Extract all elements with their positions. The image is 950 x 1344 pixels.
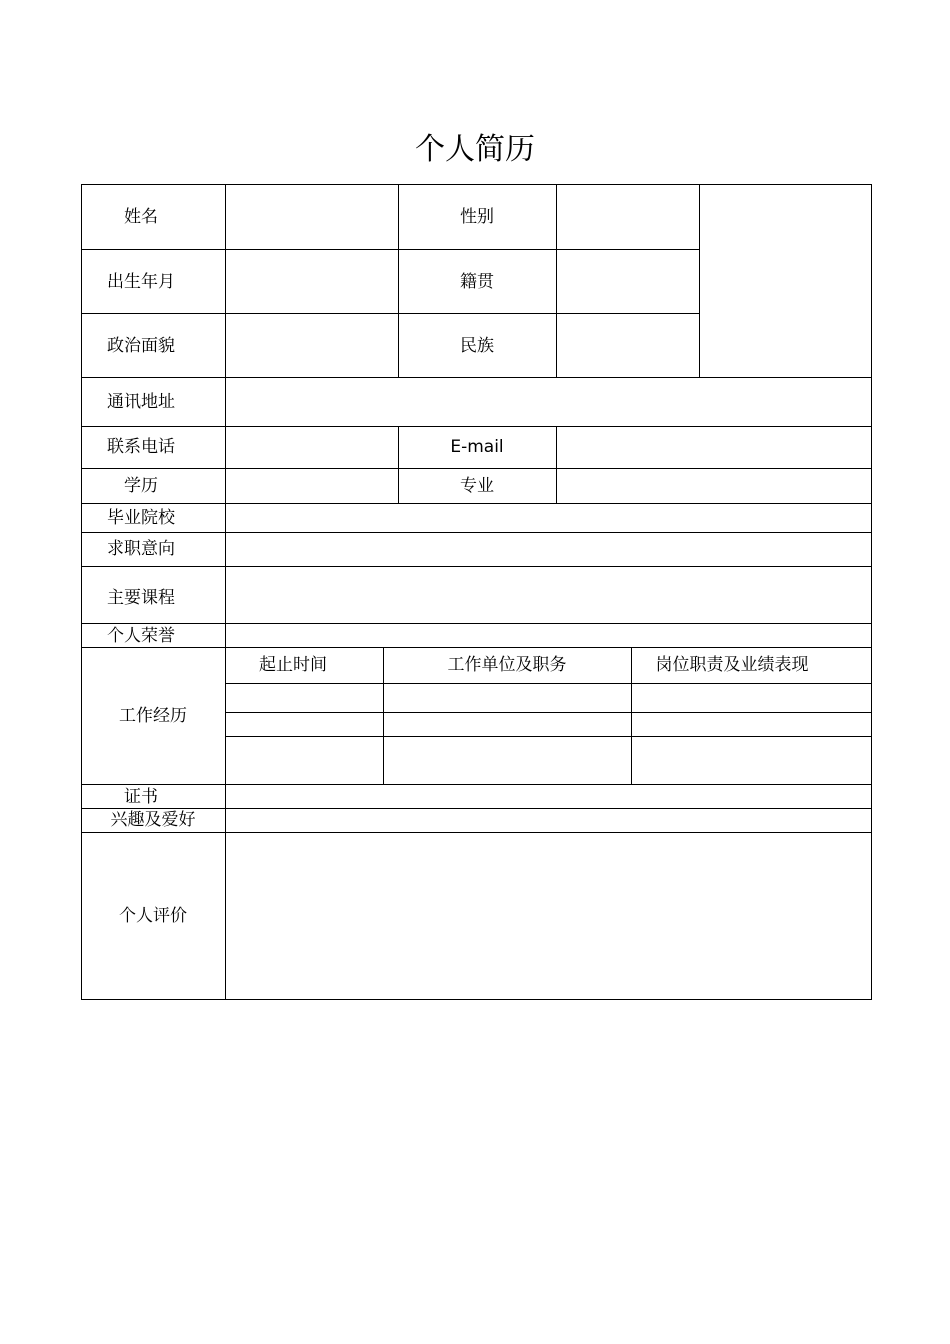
resume-form: [81, 184, 872, 1000]
courses-field[interactable]: [225, 566, 872, 623]
work-row-2-duties[interactable]: [631, 712, 872, 736]
certificates-label: 证书: [124, 787, 158, 807]
work-row-3-employer[interactable]: [383, 736, 631, 784]
phone-label: 联系电话: [107, 437, 175, 457]
work-row-3-period[interactable]: [225, 736, 383, 784]
honors-label: 个人荣誉: [107, 626, 175, 646]
work-header-period-text: 起止时间: [259, 655, 327, 675]
political-status-label: 政治面貌: [107, 336, 175, 356]
native-place-field[interactable]: [556, 249, 699, 313]
work-row-2-employer[interactable]: [383, 712, 631, 736]
native-place-label: 籍贯: [460, 272, 494, 292]
hobbies-field[interactable]: [225, 808, 872, 832]
gender-label: 性别: [460, 207, 494, 227]
work-header-duties-text: 岗位职责及业绩表现: [655, 655, 809, 675]
work-header-employer-text: 工作单位及职务: [447, 655, 567, 675]
honors-field[interactable]: [225, 623, 872, 647]
education-label: 学历: [124, 476, 158, 496]
work-row-3-duties[interactable]: [631, 736, 872, 784]
name-field[interactable]: [225, 184, 398, 249]
work-experience-label: 工作经历: [119, 706, 187, 726]
ethnicity-label: 民族: [460, 336, 494, 356]
work-row-1-duties[interactable]: [631, 683, 872, 712]
hobbies-label: 兴趣及爱好: [110, 810, 196, 830]
ethnicity-field[interactable]: [556, 313, 699, 377]
courses-label: 主要课程: [107, 588, 175, 608]
certificates-field[interactable]: [225, 784, 872, 808]
birth-field[interactable]: [225, 249, 398, 313]
name-label: 姓名: [124, 207, 158, 227]
photo-box[interactable]: [699, 184, 872, 377]
gender-field[interactable]: [556, 184, 699, 249]
political-status-field[interactable]: [225, 313, 398, 377]
email-field[interactable]: [556, 426, 872, 468]
address-label: 通讯地址: [107, 392, 175, 412]
address-field[interactable]: [225, 377, 872, 426]
major-label: 专业: [460, 476, 494, 496]
work-row-1-period[interactable]: [225, 683, 383, 712]
education-field[interactable]: [225, 468, 398, 503]
work-row-1-employer[interactable]: [383, 683, 631, 712]
job-intention-label: 求职意向: [107, 539, 175, 559]
major-field[interactable]: [556, 468, 872, 503]
page-title: 个人简历: [415, 132, 535, 167]
self-evaluation-field[interactable]: [225, 832, 872, 1000]
email-label: E-mail: [450, 437, 504, 457]
work-row-2-period[interactable]: [225, 712, 383, 736]
school-field[interactable]: [225, 503, 872, 532]
school-label: 毕业院校: [107, 508, 175, 528]
birth-label: 出生年月: [107, 272, 175, 292]
phone-field[interactable]: [225, 426, 398, 468]
job-intention-field[interactable]: [225, 532, 872, 566]
self-evaluation-label: 个人评价: [119, 906, 187, 926]
